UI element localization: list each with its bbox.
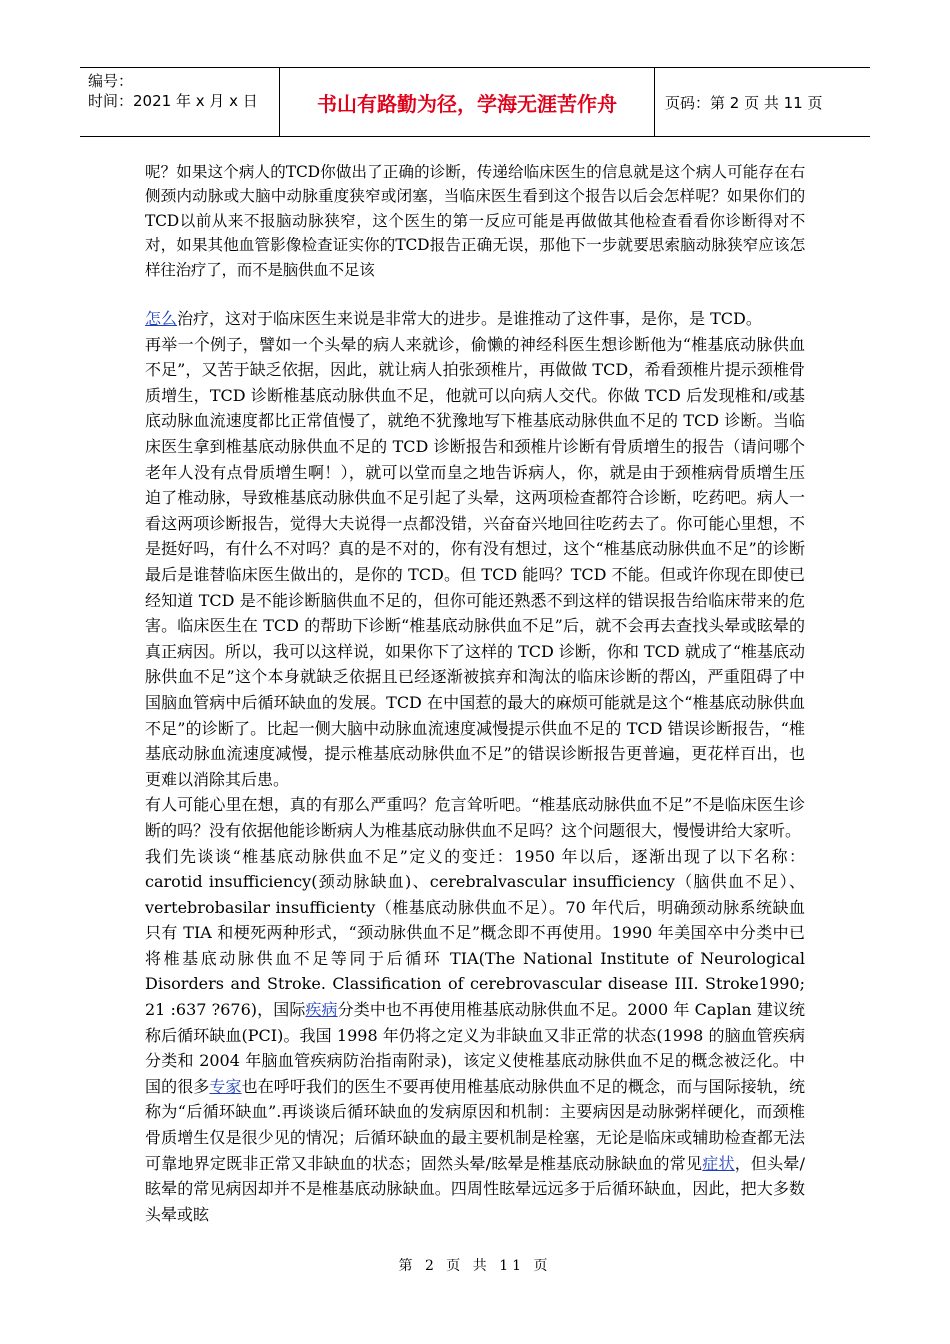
document-body xyxy=(145,160,805,1227)
paragraph-text: 治疗，这对于临床医生来说是非常大的进步。是谁推动了这件事，是你，是 TCD。 xyxy=(177,309,762,329)
paragraph-continued: 呢？如果这个病人的TCD你做出了正确的诊断，传递给临床医生的信息就是这个病人可能存在右侧颈内动脉或大脑中动脉重度狭窄或闭塞，当临床医生看到这个报告以后会怎样呢？如果你们的TCD以前从来不报脑动脉狭窄，这个医生的第一反应可能是再做做其他检查看看你诊断得对不对，如果其他血管影像检查证实你的TCD报告正确无误，那他下一步就要思索脑动脉狭窄应该怎样往治疗了，而不是脑供血不足该 xyxy=(145,163,805,279)
paragraph-main xyxy=(145,306,805,1227)
link-jibing[interactable]: 疾病 xyxy=(305,1000,338,1020)
header-meta xyxy=(80,68,280,136)
page-footer: 第 2 页 共 11 页 xyxy=(398,1258,552,1274)
paragraph xyxy=(145,306,805,332)
page-header xyxy=(80,67,870,137)
link-zenme[interactable]: 怎么 xyxy=(145,309,178,329)
header-page-info: 页码：第 2 页 共 11 页 xyxy=(665,93,823,112)
link-zhengzhuang[interactable]: 症状 xyxy=(702,1153,735,1173)
document-number-label: 编号： xyxy=(88,72,134,90)
document-date: 时间：2021 年 x 月 x 日 xyxy=(88,92,258,110)
link-zhuanjia[interactable]: 专家 xyxy=(209,1076,242,1096)
header-motto: 书山有路勤为径，学海无涯苦作舟 xyxy=(280,68,655,136)
paragraph-definition: 我们先谈谈“椎基底动脉供血不足”定义的变迁：1950 年以后，逐渐出现了以下名称：carotid insufficiency(颈动脉缺血)、cerebralvascular insufficiency（脑供血不足）、vertebrobasilar insufficienty（椎基底动脉供血不足）。70 年代后，明确颈动脉系统缺血只有 TIA 和梗死两种形式，“颈动脉供血不足”概念即不再使用。1990 年美国卒中分类中已将椎基底动脉供血不足等同于后循环 TIA(The National Institute of Neurological Disorders and Stroke. Classification of cerebrovascular disease III. Stroke1990; 21 :637 ?676)，国际疾病分类中也不再使用椎基底动脉供血不足。2000 年 Caplan 建议统称后循环缺血(PCI)。我国 1998 年仍将之定义为非缺血又非正常的状态(1998 的脑血管疾病分类和 2004 年脑血管疾病防治指南附录)，该定义使椎基底动脉供血不足的概念被泛化。中国的很多专家也在呼吁我们的医生不要再使用椎基底动脉供血不足的概念，而与国际接轨，统称为“后循环缺血”.再谈谈后循环缺血的发病原因和机制：主要病因是动脉粥样硬化，而颈椎骨质增生仅是很少见的情况；后循环缺血的最主要机制是栓塞，无论是临床或辅助检查都无法可靠地界定既非正常又非缺血的状态；固然头晕/眩晕是椎基底动脉缺血的常见症状，但头晕/眩晕的常见病因却并不是椎基底动脉缺血。四周性眩晕远远多于后循环缺血，因此，把大多数头晕或眩 xyxy=(145,846,805,1224)
paragraph-example: 再举一个例子，譬如一个头晕的病人来就诊，偷懒的神经科医生想诊断他为“椎基底动脉供血不足”，又苦于缺乏依据，因此，就让病人拍张颈椎片，再做做 TCD，希看颈椎片提示颈椎骨质增生，TCD 诊断椎基底动脉供血不足，他就可以向病人交代。你做 TCD 后发现椎和/或基底动脉血流速度都比正常值慢了，就绝不犹豫地写下椎基底动脉供血不足的 TCD 诊断。当临床医生拿到椎基底动脉供血不足的 TCD 诊断报告和颈椎片诊断有骨质增生的报告（请问哪个老年人没有点骨质增生啊！），就可以堂而皇之地告诉病人，你，就是由于颈椎病骨质增生压迫了椎动脉，导致椎基底动脉供血不足引起了头晕，这两项检查都符合诊断，吃药吧。病人一看这两项诊断报告，觉得大夫说得一点都没错，兴奋奋兴地回往吃药去了。你可能心里想，不是挺好吗，有什么不对吗？真的是不对的，你有没有想过，这个“椎基底动脉供血不足”的诊断最后是谁替临床医生做出的，是你的 TCD。但 TCD 能吗？TCD 不能。但或许你现在即使已经知道 TCD 是不能诊断脑供血不足的，但你可能还熟悉不到这样的错误报告给临床带来的危害。临床医生在 TCD 的帮助下诊断“椎基底动脉供血不足”后，就不会再去查找头晕或眩晕的真正病因。所以，我可以这样说，如果你下了这样的 TCD 诊断，你和 TCD 就成了“椎基底动脉供血不足”这个本身就缺乏依据且已经逐渐被摈弃和淘汰的临床诊断的帮凶，严重阻碍了中国脑血管病中后循环缺血的发展。TCD 在中国惹的最大的麻烦可能就是这个“椎基底动脉供血不足”的诊断了。比起一侧大脑中动脉血流速度减慢提示供血不足的 TCD 错误诊断报告，“椎基底动脉血流速度减慢，提示椎基底动脉供血不足”的错误诊断报告更普遍，更花样百出，也更难以消除其后患。 xyxy=(145,334,806,789)
paragraph-question: 有人可能心里在想，真的有那么严重吗？危言耸听吧。“椎基底动脉供血不足”不是临床医生诊断的吗？没有依据他能诊断病人为椎基底动脉供血不足吗？这个问题很大，慢慢讲给大家听。 xyxy=(145,795,805,840)
